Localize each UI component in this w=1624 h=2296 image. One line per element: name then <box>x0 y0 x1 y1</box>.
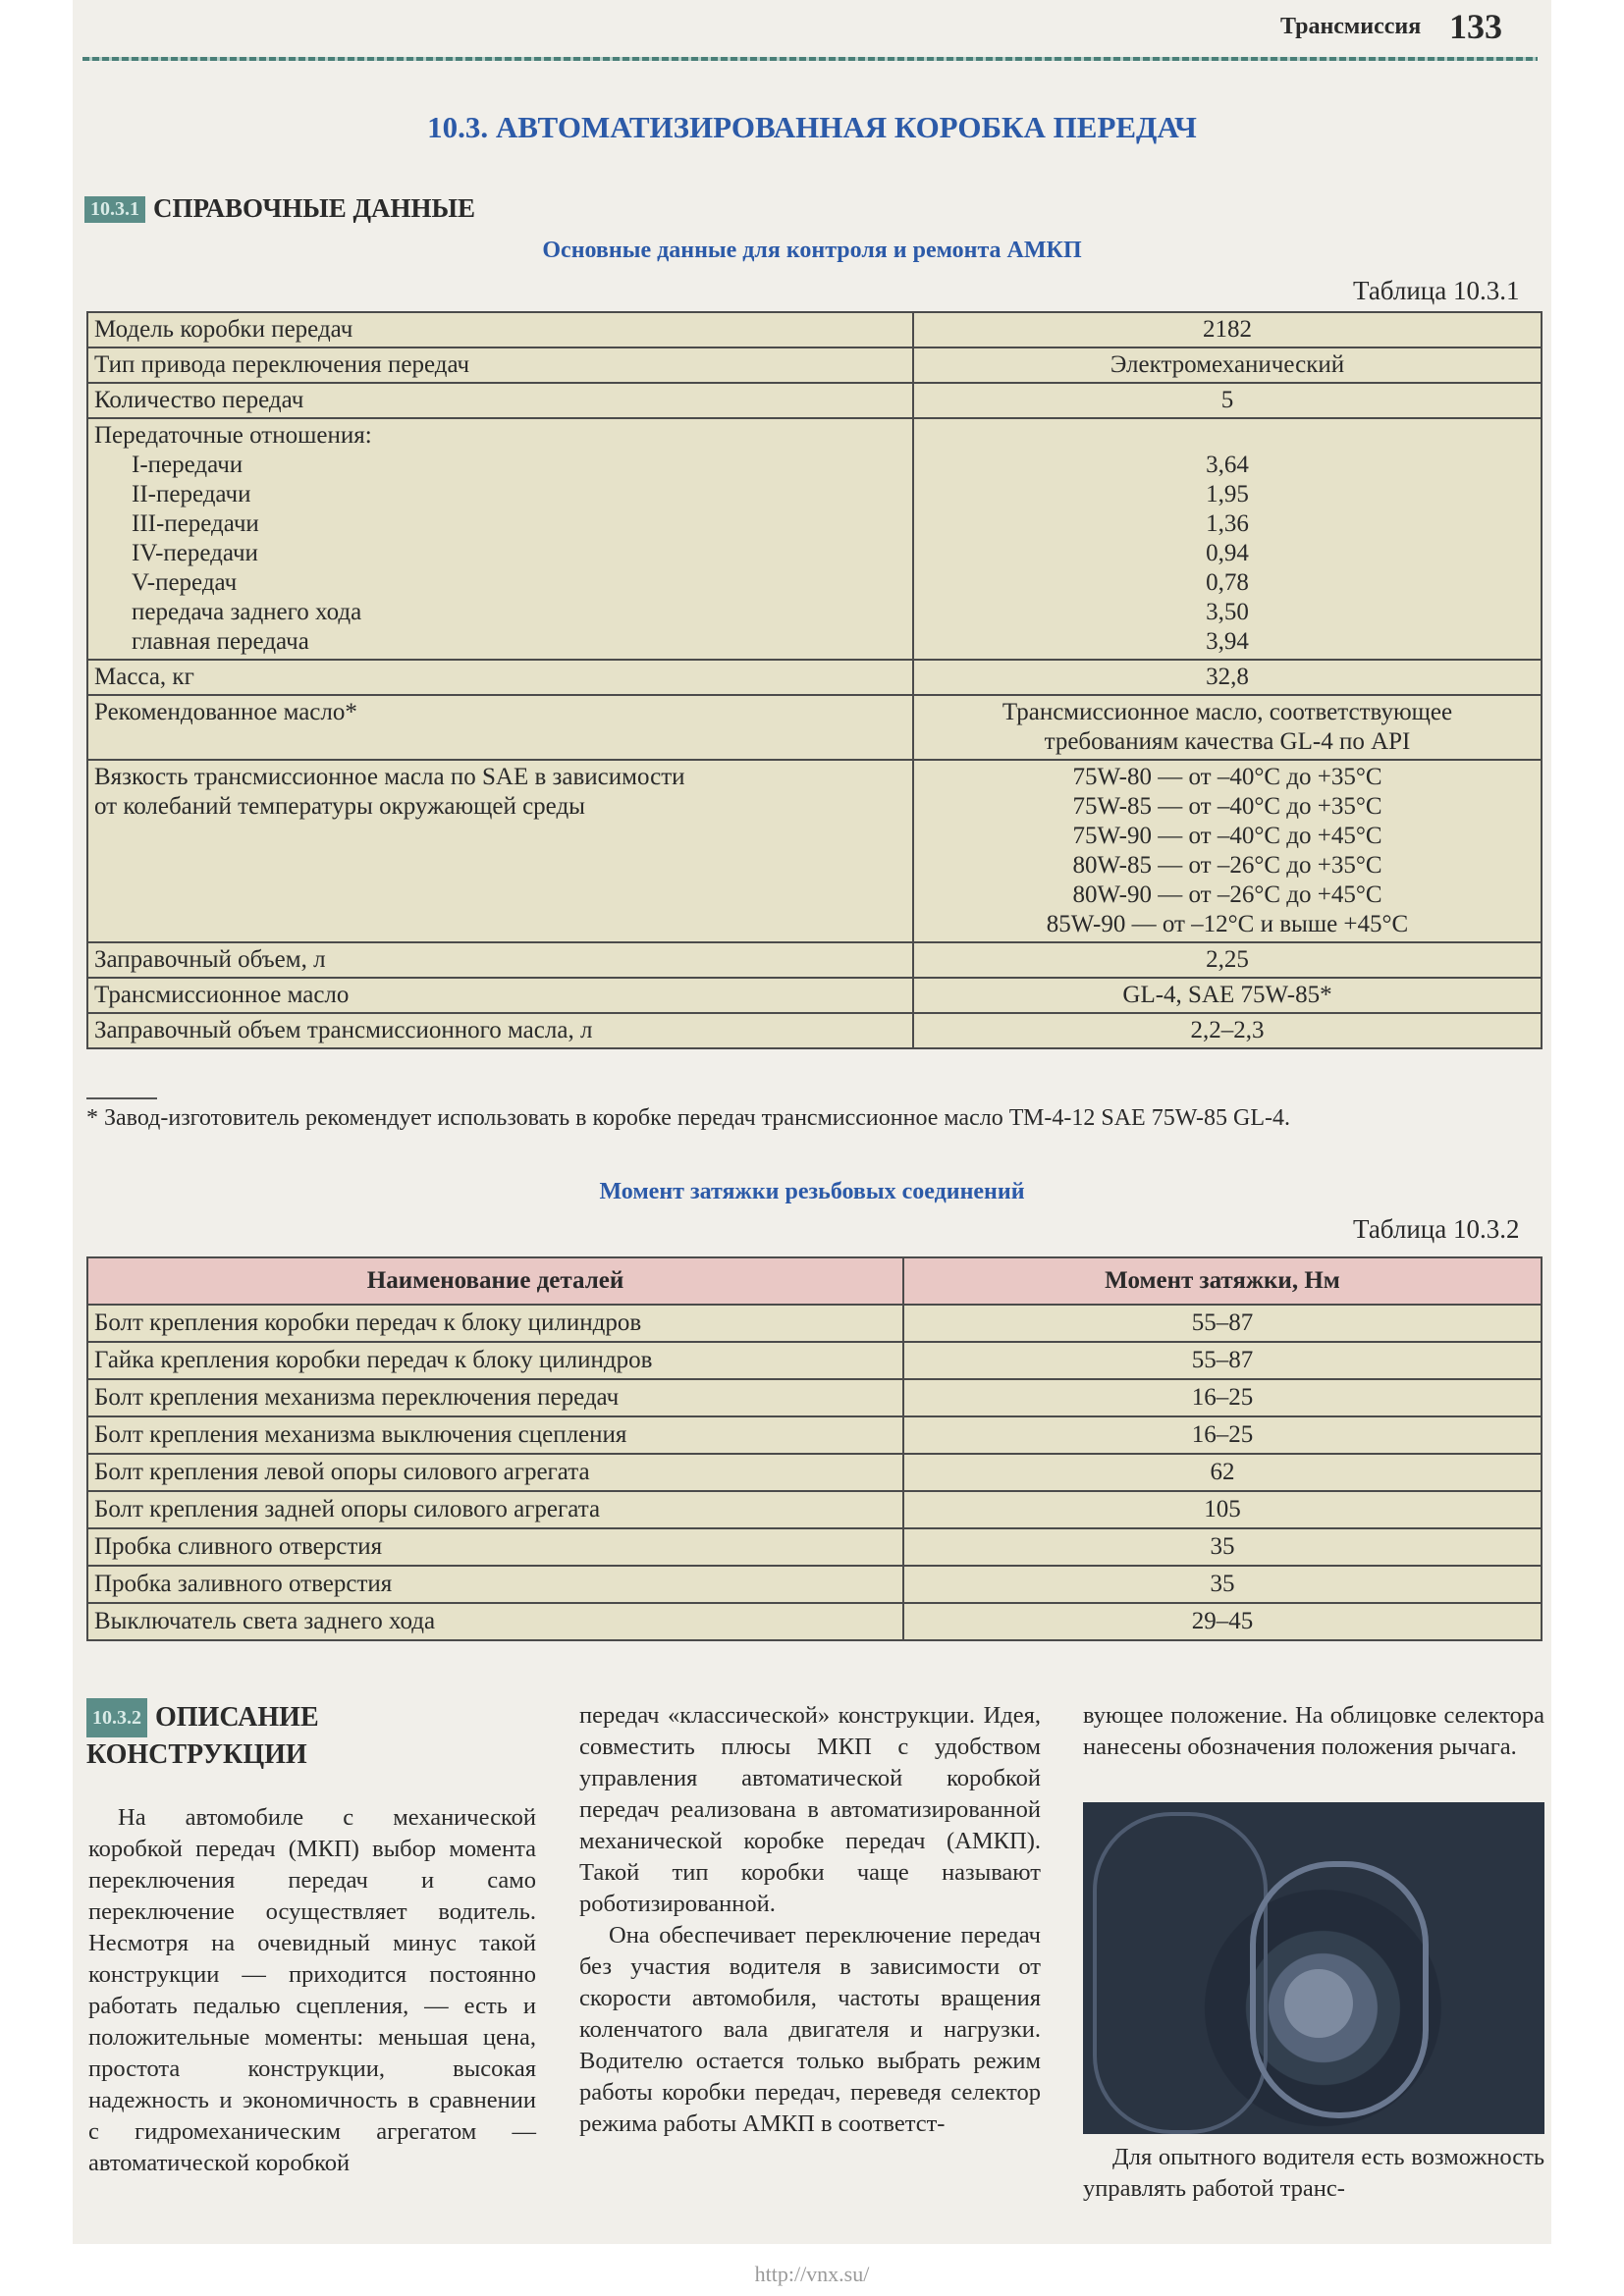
table-row <box>87 312 1542 347</box>
footnote-rule <box>86 1097 157 1099</box>
spec-value <box>913 418 1542 660</box>
ratio-label: V-передач <box>132 569 238 596</box>
table-row <box>87 942 1542 978</box>
spec-label <box>87 418 913 660</box>
spec-value: GL-4, SAE 75W-85* <box>913 978 1542 1013</box>
paragraph: Для опытного водителя есть возможность управлять работой транс- <box>1083 2144 1544 2202</box>
text-column-3 <box>1083 1700 1544 1763</box>
torque-value: 16–25 <box>903 1379 1542 1416</box>
ratio-value: 0,94 <box>1206 540 1249 566</box>
viscosity-grade: 80W-85 — от –26°С до +35°С <box>1072 852 1382 879</box>
table-row <box>87 1013 1542 1048</box>
table-row <box>87 418 1542 660</box>
table-row <box>87 1305 1542 1342</box>
table-row <box>87 1379 1542 1416</box>
ratio-value: 1,95 <box>1206 481 1249 507</box>
torque-value: 105 <box>903 1491 1542 1528</box>
part-name: Гайка крепления коробки передач к блоку цилиндров <box>87 1342 903 1379</box>
part-name: Выключатель света заднего хода <box>87 1603 903 1640</box>
part-name: Болт крепления коробки передач к блоку цилиндров <box>87 1305 903 1342</box>
viscosity-grade: 75W-85 — от –40°С до +35°С <box>1072 793 1382 820</box>
section-title-line: КОНСТРУКЦИИ <box>86 1739 307 1770</box>
section-heading-1 <box>84 193 475 224</box>
chapter-heading: 10.3. АВТОМАТИЗИРОВАННАЯ КОРОБКА ПЕРЕДАЧ <box>427 110 1197 144</box>
table-row <box>87 383 1542 418</box>
viscosity-grade: 75W-90 — от –40°С до +45°С <box>1072 823 1382 849</box>
source-url: http://vnx.su/ <box>754 2262 870 2286</box>
section-heading-2 <box>86 1698 319 1773</box>
header-rule <box>82 57 1538 61</box>
column-header: Наименование деталей <box>87 1257 903 1305</box>
text-column-2 <box>579 1700 1041 2140</box>
ratio-label: III-передачи <box>132 510 259 537</box>
ratio-label: I-передачи <box>132 452 244 478</box>
spec-label: Рекомендованное масло* <box>87 695 913 760</box>
oil-line: Трансмиссионное масло, соответствующее <box>1001 699 1453 725</box>
table-row <box>87 978 1542 1013</box>
table-row <box>87 760 1542 942</box>
torque-table <box>86 1256 1543 1641</box>
table-row <box>87 347 1542 383</box>
spec-label: Заправочный объем, л <box>87 942 913 978</box>
torque-value: 55–87 <box>903 1305 1542 1342</box>
spec-value <box>913 695 1542 760</box>
table1-number: Таблица 10.3.1 <box>1353 276 1520 305</box>
viscosity-label-line: Вязкость трансмиссионное масла по SAE в зависимости <box>94 764 685 790</box>
text-column-1 <box>88 1802 536 2179</box>
column-header: Момент затяжки, Нм <box>903 1257 1542 1305</box>
gear-lever-knob <box>1284 1969 1353 2038</box>
running-header-title: Трансмиссия <box>1280 14 1422 39</box>
viscosity-grade: 80W-90 — от –26°С до +45°С <box>1072 881 1382 908</box>
part-name: Пробка сливного отверстия <box>87 1528 903 1566</box>
table2-caption: Момент затяжки резьбовых соединений <box>599 1179 1025 1204</box>
table-row <box>87 660 1542 695</box>
ratio-value: 1,36 <box>1206 510 1249 537</box>
spec-value: 5 <box>913 383 1542 418</box>
ratio-label: IV-передачи <box>132 540 258 566</box>
section-title: СПРАВОЧНЫЕ ДАННЫЕ <box>153 193 476 223</box>
part-name: Болт крепления левой опоры силового агрегата <box>87 1454 903 1491</box>
table-header-row <box>87 1257 1542 1305</box>
table-row <box>87 1342 1542 1379</box>
torque-value: 35 <box>903 1566 1542 1603</box>
section-badge: 10.3.2 <box>86 1698 147 1737</box>
section-title-line: ОПИСАНИЕ <box>155 1702 319 1733</box>
ratio-label: передача заднего хода <box>132 599 362 625</box>
spec-label: Масса, кг <box>87 660 913 695</box>
part-name: Пробка заливного отверстия <box>87 1566 903 1603</box>
part-name: Болт крепления задней опоры силового агрегата <box>87 1491 903 1528</box>
spec-value: 2,2–2,3 <box>913 1013 1542 1048</box>
table-row <box>87 1528 1542 1566</box>
footnote: * Завод-изготовитель рекомендует использовать в коробке передач трансмиссионное масло ТМ-4-12 SAE 75W-85 GL-4. <box>86 1105 1291 1131</box>
ratio-value: 3,64 <box>1206 452 1249 478</box>
table-row <box>87 1416 1542 1454</box>
spec-label: Заправочный объем трансмиссионного масла, л <box>87 1013 913 1048</box>
paragraph: Она обеспечивает переключение передач без участия водителя в зависимости от скорости автомобиля, частоты вращения коленчатого вала двигателя и нагрузки. Водителю остается только выбрать режим работы коробки передач, переведя селектор режима работы АМКП в соответст- <box>579 1922 1041 2137</box>
page-number: 133 <box>1449 7 1502 46</box>
paragraph: вующее положение. На облицовке селектора нанесены обозначения положения рычага. <box>1083 1702 1544 1760</box>
ratio-value: 3,94 <box>1206 628 1249 655</box>
table1-caption: Основные данные для контроля и ремонта АМКП <box>542 238 1082 263</box>
table-row <box>87 1603 1542 1640</box>
spec-label: Модель коробки передач <box>87 312 913 347</box>
spec-value <box>913 760 1542 942</box>
spec-value: Электромеханический <box>913 347 1542 383</box>
table-row <box>87 1566 1542 1603</box>
spec-value: 2182 <box>913 312 1542 347</box>
ratio-label: II-передачи <box>132 481 251 507</box>
table-row <box>87 1491 1542 1528</box>
spec-label: Трансмиссионное масло <box>87 978 913 1013</box>
ratio-value: 0,78 <box>1206 569 1249 596</box>
section-badge: 10.3.1 <box>84 196 145 223</box>
gear-selector-photo <box>1083 1802 1544 2134</box>
torque-value: 29–45 <box>903 1603 1542 1640</box>
spec-label: Количество передач <box>87 383 913 418</box>
table-row <box>87 695 1542 760</box>
ratio-label: главная передача <box>132 628 309 655</box>
spec-label: Тип привода переключения передач <box>87 347 913 383</box>
table2-number: Таблица 10.3.2 <box>1353 1214 1520 1244</box>
viscosity-grade: 85W-90 — от –12°С и выше +45°С <box>1046 911 1409 937</box>
spec-value: 2,25 <box>913 942 1542 978</box>
paragraph: На автомобиле с механической коробкой передач (МКП) выбор момента переключения передач и само переключение осуществляет водитель. Несмотря на очевидный минус такой конструкции — приходится постоянно работать педалью сцепления, — есть и положительные моменты: меньшая цена, простота конструкции, высокая надежность и экономичность в сравнении с гидромеханическим агрегатом — автоматической коробкой <box>88 1804 536 2176</box>
specs-table <box>86 311 1543 1049</box>
oil-line: требованиям качества GL-4 по API <box>1044 728 1411 755</box>
ratios-heading: Передаточные отношения: <box>94 422 372 449</box>
torque-value: 62 <box>903 1454 1542 1491</box>
viscosity-grade: 75W-80 — от –40°С до +35°С <box>1072 764 1382 790</box>
spec-label <box>87 760 913 942</box>
text-column-3-continued <box>1083 2142 1544 2205</box>
part-name: Болт крепления механизма переключения передач <box>87 1379 903 1416</box>
part-name: Болт крепления механизма выключения сцепления <box>87 1416 903 1454</box>
ratio-value: 3,50 <box>1206 599 1249 625</box>
spec-value: 32,8 <box>913 660 1542 695</box>
viscosity-label-line: от колебаний температуры окружающей среды <box>94 793 585 820</box>
torque-value: 55–87 <box>903 1342 1542 1379</box>
paragraph: передач «классической» конструкции. Идея, совместить плюсы МКП с удобством управления автоматической коробкой передач реализована в автоматизированной механической коробке передач (АМКП). Такой тип коробки чаще называют роботизированной. <box>579 1702 1041 1917</box>
table-row <box>87 1454 1542 1491</box>
torque-value: 16–25 <box>903 1416 1542 1454</box>
torque-value: 35 <box>903 1528 1542 1566</box>
